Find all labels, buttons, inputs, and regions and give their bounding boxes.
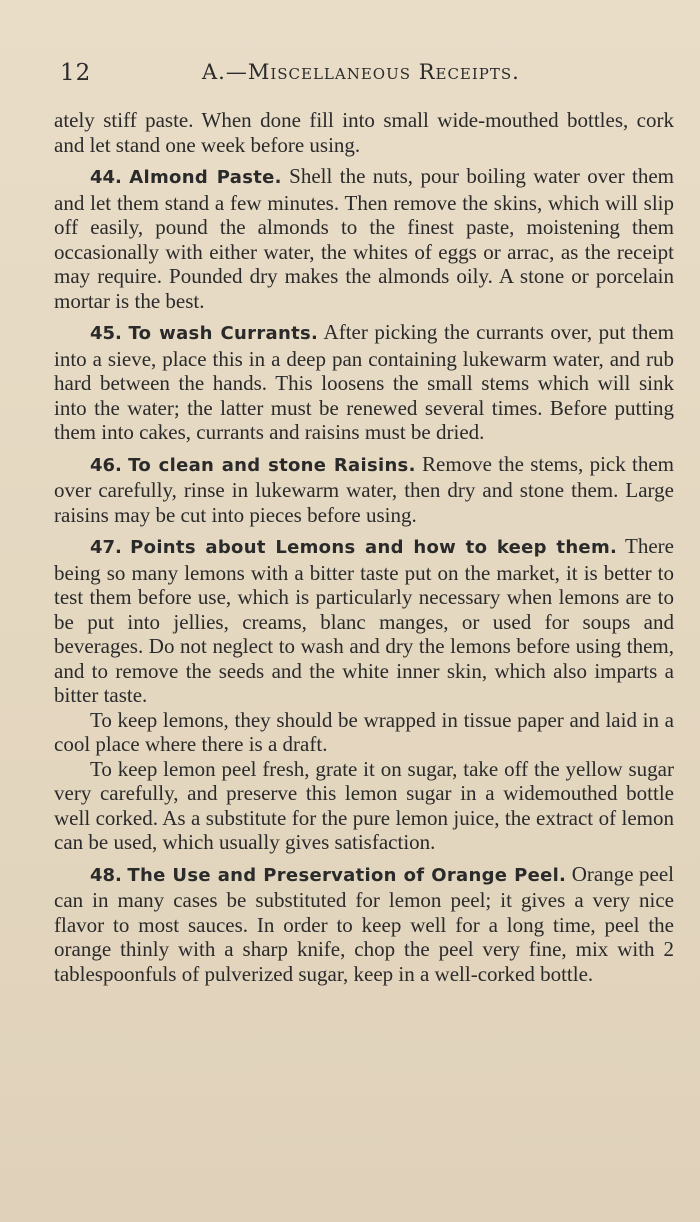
page-number: 12 [60,60,92,86]
recipe-number: 45. [90,323,122,344]
recipe-45 [54,320,674,445]
recipe-number: 47. [90,537,122,558]
recipe-text: Remove the stems, pick them over carefully, rinse in lukewarm water, then dry and stone them. Large raisins may be cut into pieces before using. [54,451,674,527]
recipe-text: Orange peel can in many cases be substituted for lemon peel; it gives a very nice flavor to most sauces. In order to keep well for a long time, peel the orange thinly with a sharp knife, chop the peel very fine, mix with 2 tablespoonfuls of pulverized sugar, keep in a well-corked bottle. [54,861,674,986]
paragraph-text: ately stiff paste. When done fill into small wide-mouthed bottles, cork and let stand one week before using. [54,108,674,157]
recipe-heading: Points about Lemons and how to keep them. [130,537,618,558]
recipe-text: After picking the currants over, put them into a sieve, place this in a deep pan containing lukewarm water, and rub hard between the hands. This loosens the small stems which will sink into the water; the latter must be renewed several times. Before putting them into cakes, currants and raisins must be dried. [54,320,675,444]
recipe-heading: To wash Currants. [128,323,319,344]
paragraph-text: To keep lemons, they should be wrapped in tissue paper and laid in a cool place where there is a draft. [54,707,674,756]
paragraph-continuation [54,108,674,157]
recipe-heading: To clean and stone Raisins. [128,454,416,476]
recipe-47 [54,534,674,708]
recipe-text: Shell the nuts, pour boiling water over them and let them stand a few minutes. Then remove the skins, which will slip off easily, pound the almonds to the finest paste, moistening them occasionally with either water, the whites of eggs or arrac, as the receipt may require. Pounded dry makes the almonds oily. A stone or porcelain mortar is the best. [54,164,674,313]
recipe-number: 44. [90,167,122,188]
page-header [60,60,660,90]
recipe-44 [54,164,674,313]
paragraph-text: To keep lemon peel fresh, grate it on sugar, take off the yellow sugar very carefully, and preserve this lemon sugar in a widemouthed bottle well corked. As a substitute for the pure lemon juice, the extract of lemon can be used, which usually gives satisfaction. [54,756,674,854]
recipe-47-keep-lemons [54,708,674,757]
recipe-number: 46. [90,454,122,476]
recipe-heading: The Use and Preservation of Orange Peel. [127,864,567,886]
recipe-text: There being so many lemons with a bitter taste put on the market, it is better to test them before use, which is particularly necessary when lemons are to be put into jellies, creams, blanc manges, or used for soups and beverages. Do not neglect to wash and dry the lemons before using them, and to remove the seeds and the white inner skin, which also imparts a bitter taste. [54,534,674,707]
recipe-46 [54,452,674,528]
recipe-heading: Almond Paste. [129,167,282,188]
recipe-47-lemon-peel [54,757,674,855]
page-body [54,108,674,986]
running-head: A.—Miscellaneous Receipts. [202,60,520,84]
recipe-number: 48. [90,864,122,886]
recipe-48 [54,862,674,987]
